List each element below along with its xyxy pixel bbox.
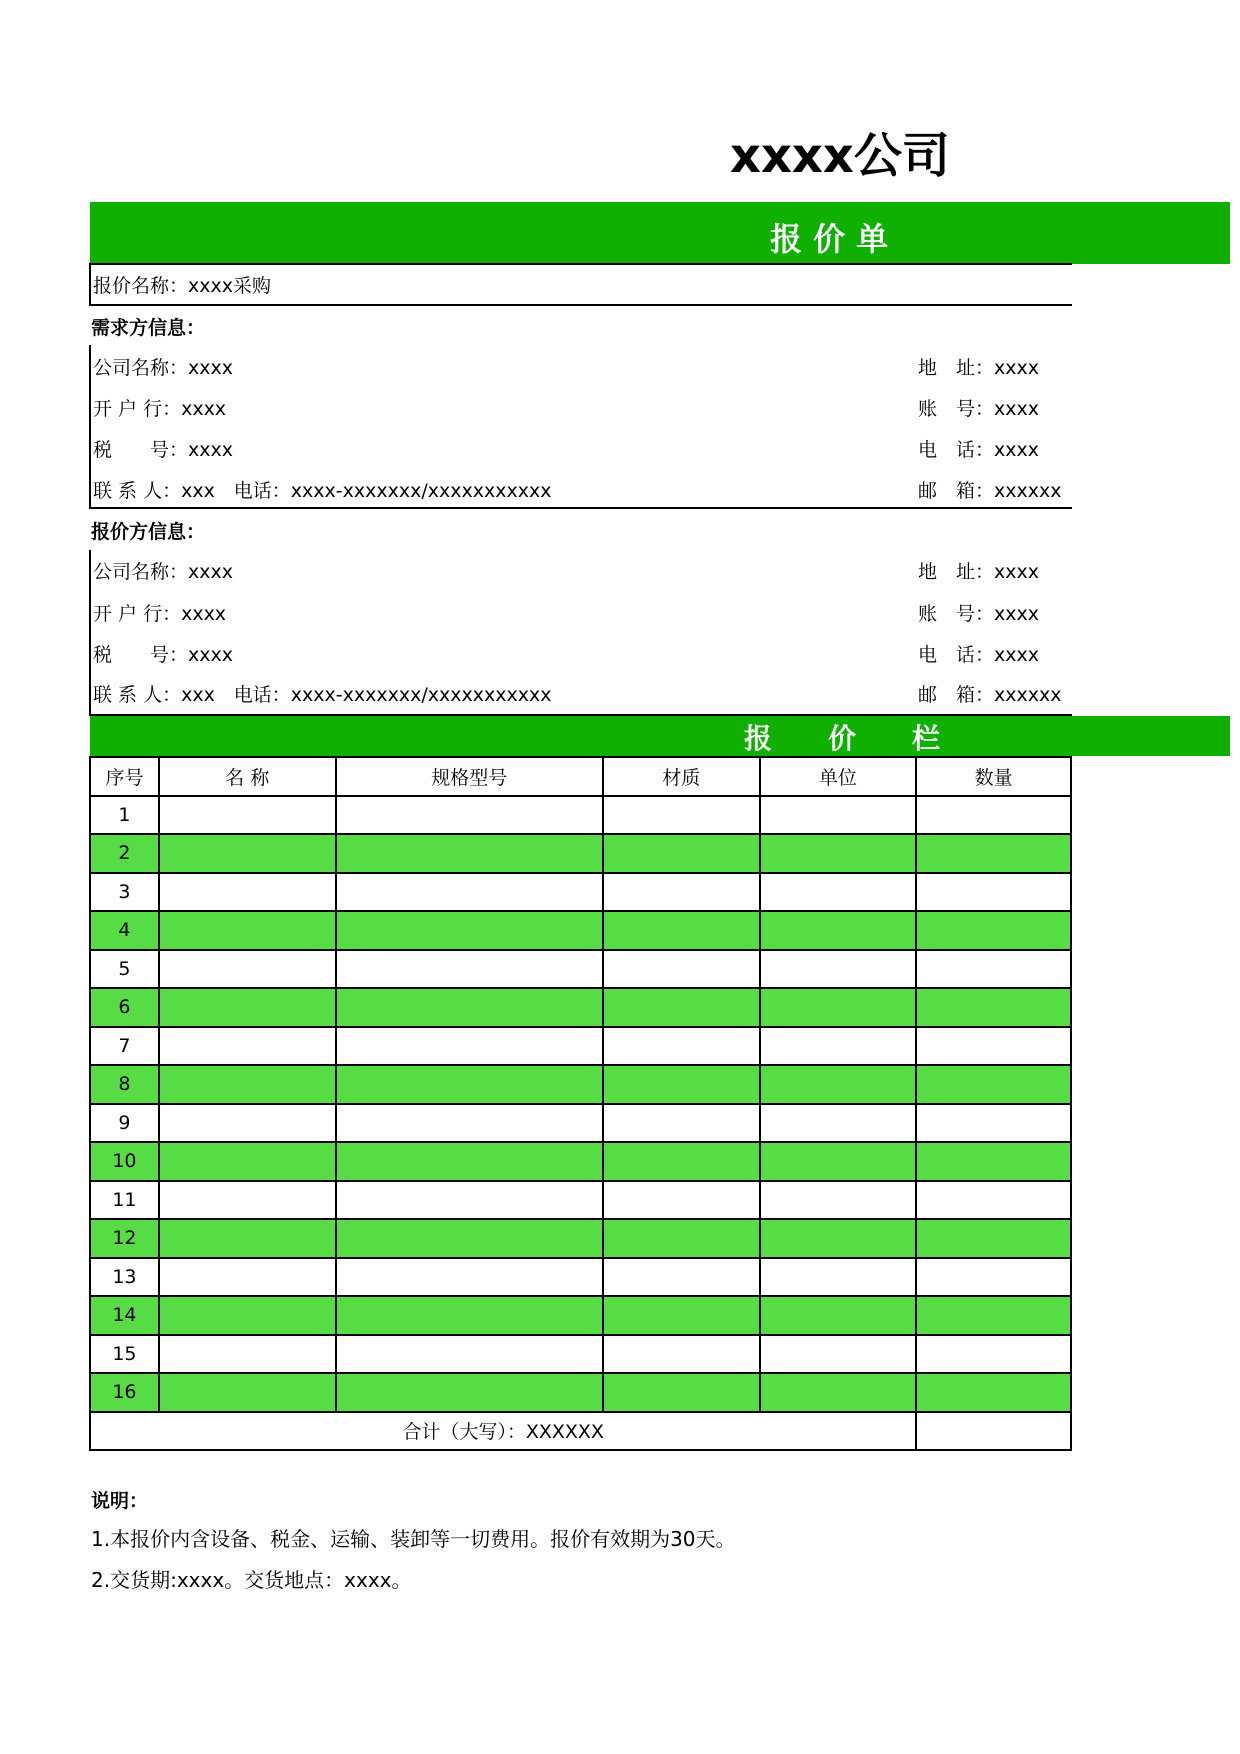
cell-material[interactable] xyxy=(603,1335,760,1374)
buyer-email: 邮 箱：xxxxxx xyxy=(918,480,1062,502)
header-index: 序号 xyxy=(90,757,159,796)
header-quantity: 数量 xyxy=(916,757,1071,796)
table-row xyxy=(90,1181,1071,1220)
cell-name[interactable] xyxy=(159,834,336,873)
buyer-account: 账 号：xxxx xyxy=(918,398,1039,420)
cell-unit[interactable] xyxy=(760,834,917,873)
seller-company: 公司名称：xxxx xyxy=(93,561,233,583)
row-index: 13 xyxy=(90,1258,159,1297)
cell-material[interactable] xyxy=(603,1065,760,1104)
cell-spec[interactable] xyxy=(336,1335,603,1374)
cell-spec[interactable] xyxy=(336,1104,603,1143)
cell-material[interactable] xyxy=(603,1219,760,1258)
seller-tax: 税 号：xxxx xyxy=(93,644,233,666)
cell-name[interactable] xyxy=(159,1027,336,1066)
row-index: 6 xyxy=(90,988,159,1027)
cell-spec[interactable] xyxy=(336,1142,603,1181)
cell-spec[interactable] xyxy=(336,1065,603,1104)
cell-unit[interactable] xyxy=(760,1027,917,1066)
notes-heading: 说明： xyxy=(91,1490,149,1512)
cell-spec[interactable] xyxy=(336,1296,603,1335)
cell-quantity[interactable] xyxy=(916,1104,1071,1143)
total-row xyxy=(90,1412,1071,1451)
table-header-row xyxy=(90,757,1071,796)
cell-name[interactable] xyxy=(159,988,336,1027)
cell-spec[interactable] xyxy=(336,1258,603,1297)
cell-quantity[interactable] xyxy=(916,1219,1071,1258)
cell-material[interactable] xyxy=(603,1296,760,1335)
cell-quantity[interactable] xyxy=(916,1142,1071,1181)
cell-quantity[interactable] xyxy=(916,1296,1071,1335)
cell-quantity[interactable] xyxy=(916,1065,1071,1104)
buyer-phone: 电 话：xxxx xyxy=(918,439,1039,461)
cell-quantity[interactable] xyxy=(916,1258,1071,1297)
cell-spec[interactable] xyxy=(336,911,603,950)
cell-material[interactable] xyxy=(603,1104,760,1143)
row-index: 9 xyxy=(90,1104,159,1143)
cell-unit[interactable] xyxy=(760,1335,917,1374)
table-row xyxy=(90,1335,1071,1374)
cell-unit[interactable] xyxy=(760,988,917,1027)
header-unit: 单位 xyxy=(760,757,917,796)
cell-quantity[interactable] xyxy=(916,796,1071,835)
seller-account: 账 号：xxxx xyxy=(918,603,1039,625)
cell-material[interactable] xyxy=(603,796,760,835)
cell-quantity[interactable] xyxy=(916,1373,1071,1412)
cell-material[interactable] xyxy=(603,834,760,873)
seller-bank: 开 户 行：xxxx xyxy=(93,603,227,625)
divider xyxy=(89,263,1072,265)
note-item: 2.交货期:xxxx。交货地点：xxxx。 xyxy=(91,1568,412,1592)
table-row xyxy=(90,1065,1071,1104)
cell-unit[interactable] xyxy=(760,1142,917,1181)
cell-name[interactable] xyxy=(159,1104,336,1143)
seller-email: 邮 箱：xxxxxx xyxy=(918,684,1062,706)
cell-name[interactable] xyxy=(159,796,336,835)
cell-quantity[interactable] xyxy=(916,1335,1071,1374)
cell-quantity[interactable] xyxy=(916,1181,1071,1220)
buyer-contact: 联 系 人：xxx 电话：xxxx-xxxxxxx/xxxxxxxxxxx xyxy=(93,480,552,502)
divider xyxy=(89,507,1072,509)
row-index: 14 xyxy=(90,1296,159,1335)
table-row xyxy=(90,1027,1071,1066)
divider xyxy=(89,263,91,305)
cell-unit[interactable] xyxy=(760,1373,917,1412)
cell-spec[interactable] xyxy=(336,796,603,835)
cell-material[interactable] xyxy=(603,1181,760,1220)
cell-spec[interactable] xyxy=(336,1219,603,1258)
table-row xyxy=(90,1142,1071,1181)
quote-table xyxy=(89,756,1072,1451)
quote-name: 报价名称：xxxx采购 xyxy=(93,275,271,297)
row-index: 2 xyxy=(90,834,159,873)
row-index: 7 xyxy=(90,1027,159,1066)
cell-material[interactable] xyxy=(603,911,760,950)
table-row xyxy=(90,873,1071,912)
cell-spec[interactable] xyxy=(336,1373,603,1412)
cell-name[interactable] xyxy=(159,1219,336,1258)
cell-spec[interactable] xyxy=(336,873,603,912)
cell-unit[interactable] xyxy=(760,873,917,912)
cell-name[interactable] xyxy=(159,1258,336,1297)
row-index: 10 xyxy=(90,1142,159,1181)
table-row xyxy=(90,834,1071,873)
cell-unit[interactable] xyxy=(760,1219,917,1258)
table-row xyxy=(90,1258,1071,1297)
buyer-bank: 开 户 行：xxxx xyxy=(93,398,227,420)
cell-unit[interactable] xyxy=(760,1104,917,1143)
quote-section-bar xyxy=(90,716,1230,756)
cell-name[interactable] xyxy=(159,1296,336,1335)
cell-name[interactable] xyxy=(159,1373,336,1412)
cell-spec[interactable] xyxy=(336,988,603,1027)
company-title: xxxx公司 xyxy=(730,128,950,184)
cell-spec[interactable] xyxy=(336,1181,603,1220)
table-row xyxy=(90,1296,1071,1335)
header-name: 名 称 xyxy=(159,757,336,796)
cell-name[interactable] xyxy=(159,1335,336,1374)
cell-quantity[interactable] xyxy=(916,834,1071,873)
cell-name[interactable] xyxy=(159,1181,336,1220)
row-index: 15 xyxy=(90,1335,159,1374)
cell-quantity[interactable] xyxy=(916,1027,1071,1066)
cell-spec[interactable] xyxy=(336,834,603,873)
buyer-tax: 税 号：xxxx xyxy=(93,439,233,461)
cell-unit[interactable] xyxy=(760,911,917,950)
seller-heading: 报价方信息： xyxy=(91,521,206,543)
table-row xyxy=(90,988,1071,1027)
cell-spec[interactable] xyxy=(336,1027,603,1066)
cell-unit[interactable] xyxy=(760,796,917,835)
seller-address: 地 址：xxxx xyxy=(918,561,1039,583)
cell-material[interactable] xyxy=(603,1258,760,1297)
row-index: 11 xyxy=(90,1181,159,1220)
total-label: 合计（大写）：XXXXXX xyxy=(90,1412,916,1451)
row-index: 5 xyxy=(90,950,159,989)
table-row xyxy=(90,1219,1071,1258)
section-title: 报 价 栏 xyxy=(744,722,941,755)
cell-quantity[interactable] xyxy=(916,911,1071,950)
cell-quantity[interactable] xyxy=(916,950,1071,989)
buyer-company: 公司名称：xxxx xyxy=(93,357,233,379)
cell-quantity[interactable] xyxy=(916,873,1071,912)
note-item: 1.本报价内含设备、税金、运输、装卸等一切费用。报价有效期为30天。 xyxy=(91,1527,736,1551)
cell-material[interactable] xyxy=(603,1373,760,1412)
cell-name[interactable] xyxy=(159,911,336,950)
buyer-address: 地 址：xxxx xyxy=(918,357,1039,379)
divider xyxy=(89,550,91,715)
header-spec: 规格型号 xyxy=(336,757,603,796)
row-index: 1 xyxy=(90,796,159,835)
row-index: 16 xyxy=(90,1373,159,1412)
row-index: 4 xyxy=(90,911,159,950)
cell-material[interactable] xyxy=(603,950,760,989)
cell-name[interactable] xyxy=(159,1142,336,1181)
cell-unit[interactable] xyxy=(760,1296,917,1335)
doc-title: 报 价 单 xyxy=(770,220,889,258)
cell-name[interactable] xyxy=(159,950,336,989)
table-row xyxy=(90,796,1071,835)
table-row xyxy=(90,911,1071,950)
cell-name[interactable] xyxy=(159,873,336,912)
seller-contact: 联 系 人：xxx 电话：xxxx-xxxxxxx/xxxxxxxxxxx xyxy=(93,684,552,706)
row-index: 12 xyxy=(90,1219,159,1258)
header-material: 材质 xyxy=(603,757,760,796)
cell-quantity[interactable] xyxy=(916,988,1071,1027)
buyer-heading: 需求方信息： xyxy=(91,317,206,339)
table-row xyxy=(90,1104,1071,1143)
title-bar xyxy=(90,202,1230,264)
cell-unit[interactable] xyxy=(760,1065,917,1104)
table-row xyxy=(90,950,1071,989)
cell-unit[interactable] xyxy=(760,1181,917,1220)
seller-phone: 电 话：xxxx xyxy=(918,644,1039,666)
cell-name[interactable] xyxy=(159,1065,336,1104)
total-value[interactable] xyxy=(916,1412,1071,1451)
cell-material[interactable] xyxy=(603,988,760,1027)
cell-unit[interactable] xyxy=(760,950,917,989)
cell-spec[interactable] xyxy=(336,950,603,989)
divider xyxy=(89,304,1072,306)
row-index: 3 xyxy=(90,873,159,912)
divider xyxy=(89,345,91,507)
cell-unit[interactable] xyxy=(760,1258,917,1297)
cell-material[interactable] xyxy=(603,1142,760,1181)
cell-material[interactable] xyxy=(603,873,760,912)
cell-material[interactable] xyxy=(603,1027,760,1066)
table-row xyxy=(90,1373,1071,1412)
row-index: 8 xyxy=(90,1065,159,1104)
